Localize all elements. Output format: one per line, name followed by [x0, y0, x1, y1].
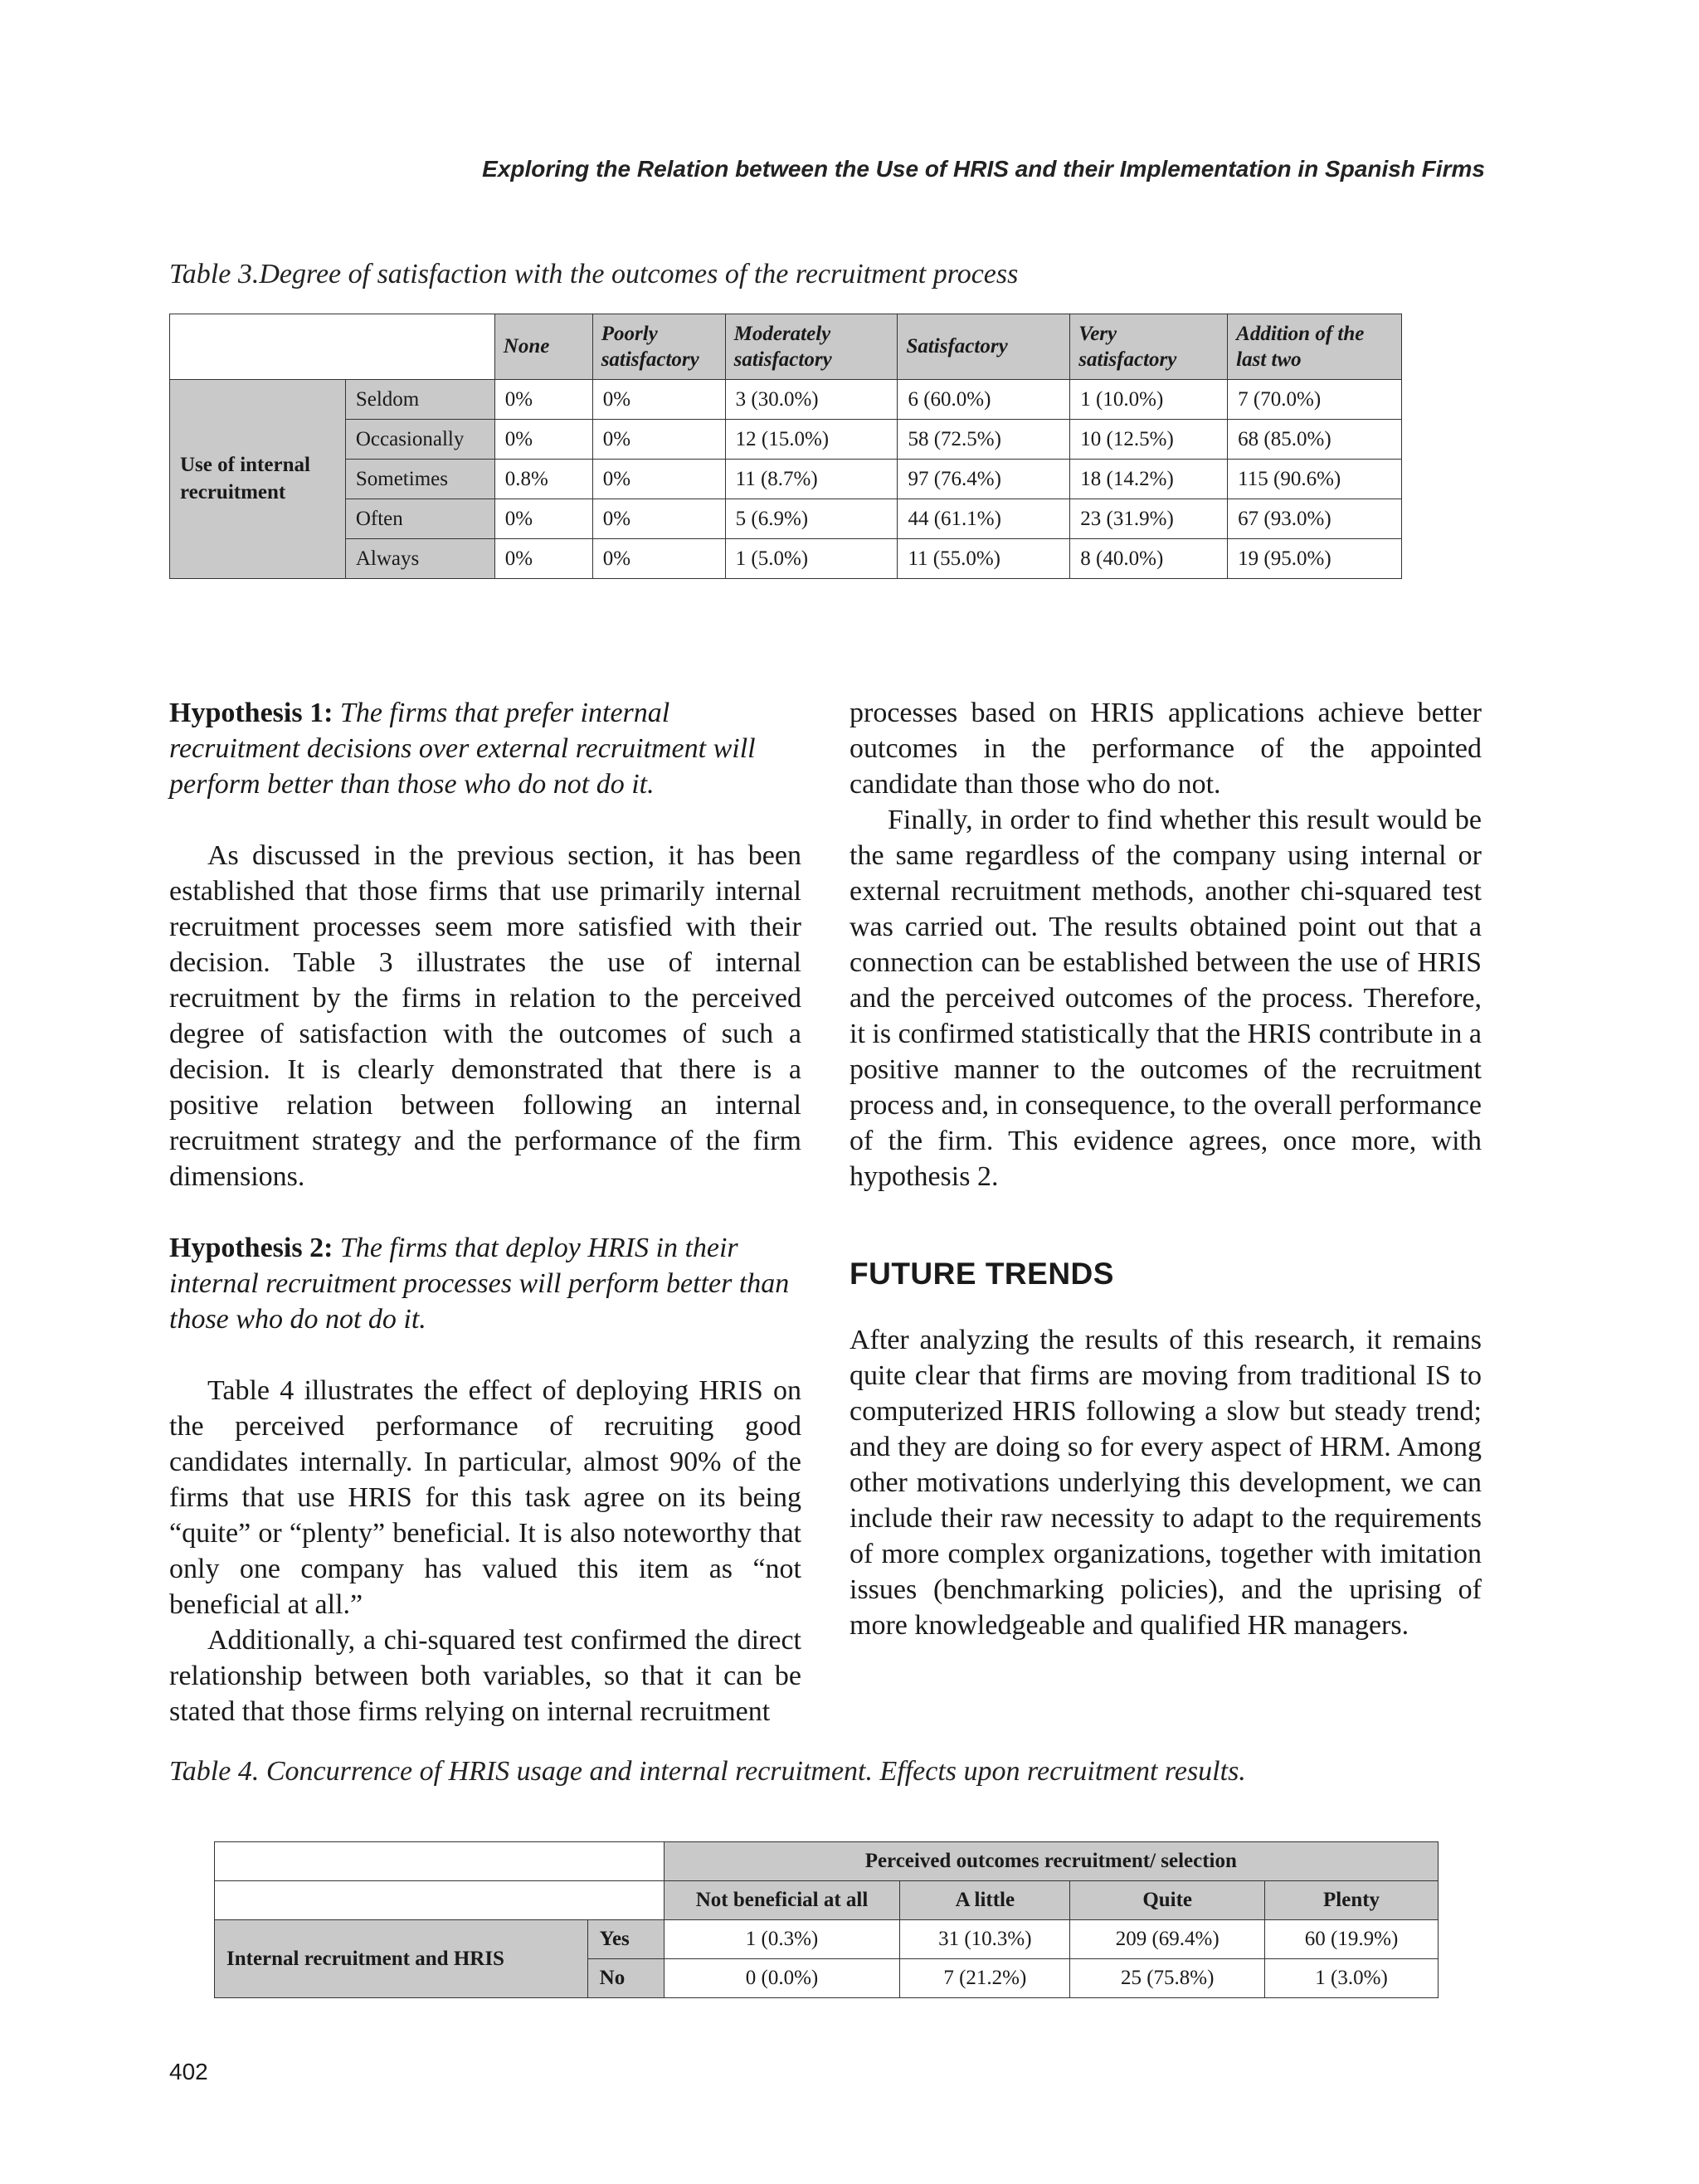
table4-corner	[215, 1881, 665, 1920]
table4-caption: Table 4. Concurrence of HRIS usage and internal recruitment. Effects upon recruitment results.	[169, 1756, 1246, 1787]
hypothesis-2-label: Hypothesis 2:	[169, 1233, 333, 1263]
table4-header: A little	[900, 1881, 1070, 1920]
table-cell: 11 (55.0%)	[898, 539, 1070, 579]
table-cell: 1 (10.0%)	[1070, 380, 1228, 420]
table-cell: 0%	[592, 499, 725, 539]
table-cell: 67 (93.0%)	[1228, 499, 1402, 539]
table3-row-label: Always	[345, 539, 494, 579]
table-row	[170, 460, 1402, 499]
table-cell: 0.8%	[494, 460, 592, 499]
hypothesis-1-text: The firms that prefer internal recruitment decisions over external recruitment will perform better than those who do not do it.	[169, 698, 756, 800]
table-cell: 60 (19.9%)	[1265, 1920, 1439, 1959]
table-cell: 19 (95.0%)	[1228, 539, 1402, 579]
table-cell: 11 (8.7%)	[725, 460, 898, 499]
table-cell: 5 (6.9%)	[725, 499, 898, 539]
table4-group-header-row	[215, 1842, 1439, 1881]
table3-caption: Table 3.Degree of satisfaction with the outcomes of the recruitment process	[169, 259, 1019, 289]
table-row	[170, 499, 1402, 539]
table-cell: 44 (61.1%)	[898, 499, 1070, 539]
table3-row-label: Seldom	[345, 380, 494, 420]
table-row	[170, 539, 1402, 579]
table-cell: 10 (12.5%)	[1070, 420, 1228, 460]
table-cell: 115 (90.6%)	[1228, 460, 1402, 499]
table-cell: 68 (85.0%)	[1228, 420, 1402, 460]
table-cell: 0%	[592, 380, 725, 420]
table4-row-label: No	[587, 1959, 664, 1998]
table4-corner	[215, 1842, 665, 1881]
hypothesis-1	[169, 695, 801, 802]
table-cell: 8 (40.0%)	[1070, 539, 1228, 579]
table-cell: 25 (75.8%)	[1070, 1959, 1265, 1998]
table3-row-label: Occasionally	[345, 420, 494, 460]
table-cell: 6 (60.0%)	[898, 380, 1070, 420]
table3-header: Addition of the last two	[1228, 314, 1402, 380]
table-cell: 0%	[592, 460, 725, 499]
table-cell: 0%	[494, 420, 592, 460]
paragraph: Additionally, a chi-squared test confirmed the direct relationship between both variables, so that it can be stated that those firms relying on internal recruitment	[169, 1625, 801, 1727]
table3-row-label: Sometimes	[345, 460, 494, 499]
table-row	[215, 1920, 1439, 1959]
table-cell: 58 (72.5%)	[898, 420, 1070, 460]
table-cell: 23 (31.9%)	[1070, 499, 1228, 539]
table3	[169, 314, 1402, 579]
table3-header-row	[170, 314, 1402, 380]
table-cell: 3 (30.0%)	[725, 380, 898, 420]
table4	[214, 1841, 1439, 1998]
table3-header: Satisfactory	[898, 314, 1070, 380]
table3-header: Poorly satisfactory	[592, 314, 725, 380]
table4-header: Not beneficial at all	[664, 1881, 900, 1920]
table3-row-label: Often	[345, 499, 494, 539]
table-cell: 1 (5.0%)	[725, 539, 898, 579]
table3-row-group: Use of internal recruitment	[170, 380, 346, 579]
paragraph: As discussed in the previous section, it has been established that those firms that use primarily internal recruitment processes seem more satisfied with their decision. Table 3 illustrates the use of internal recruitment by the firms in relation to the perceived degree of satisfaction with the outcomes of such a decision. It is clearly demonstrated that there is a positive relation between following an internal recruitment strategy and the performance of the firm dimensions.	[169, 840, 801, 1192]
page-number: 402	[169, 2059, 208, 2084]
table4-row-group: Internal recruitment and HRIS	[215, 1920, 588, 1998]
hypothesis-2-text: The firms that deploy HRIS in their internal recruitment processes will perform better than those who do not do it.	[169, 1233, 790, 1335]
paragraph: Finally, in order to find whether this result would be the same regardless of the company using internal or external recruitment methods, another chi-squared test was carried out. The results obtained point out that a connection can be established between the use of HRIS and the perceived outcomes of the process. Therefore, it is confirmed statistically that the HRIS contribute in a positive manner to the outcomes of the recruitment process and, in consequence, to the overall performance of the firm. This evidence agrees, once more, with hypothesis 2.	[850, 805, 1482, 1192]
table-cell: 0%	[494, 539, 592, 579]
table-cell: 18 (14.2%)	[1070, 460, 1228, 499]
table-row	[170, 380, 1402, 420]
table-cell: 209 (69.4%)	[1070, 1920, 1265, 1959]
table-cell: 1 (3.0%)	[1265, 1959, 1439, 1998]
table-cell: 0%	[494, 499, 592, 539]
table3-header: Very satisfactory	[1070, 314, 1228, 380]
table3-header: None	[494, 314, 592, 380]
table4-header-row	[215, 1881, 1439, 1920]
table4-row-label: Yes	[587, 1920, 664, 1959]
hypothesis-2	[169, 1230, 801, 1337]
paragraph: processes based on HRIS applications achieve better outcomes in the performance of the appointed candidate than those who do not.	[850, 698, 1482, 800]
table-cell: 0 (0.0%)	[664, 1959, 900, 1998]
section-heading: FUTURE TRENDS	[850, 1257, 1114, 1291]
left-column	[169, 695, 801, 1729]
table3-corner	[170, 314, 495, 380]
table-cell: 0%	[494, 380, 592, 420]
table-cell: 7 (21.2%)	[900, 1959, 1070, 1998]
right-column	[850, 695, 1482, 1643]
table3-header: Moderately satisfactory	[725, 314, 898, 380]
hypothesis-1-label: Hypothesis 1:	[169, 698, 333, 728]
table-cell: 0%	[592, 539, 725, 579]
paragraph: After analyzing the results of this research, it remains quite clear that firms are moving from traditional IS to computerized HRIS following a slow but steady trend; and they are doing so for every aspect of HRM. Among other motivations underlying this development, we can include their raw necessity to adapt to the requirements of more complex organizations, together with imitation issues (benchmarking policies), and the uprising of more knowledgeable and qualified HR managers.	[850, 1325, 1482, 1641]
table4-header: Quite	[1070, 1881, 1265, 1920]
table-cell: 31 (10.3%)	[900, 1920, 1070, 1959]
table-cell: 0%	[592, 420, 725, 460]
table-row	[170, 420, 1402, 460]
table-cell: 97 (76.4%)	[898, 460, 1070, 499]
table4-header: Plenty	[1265, 1881, 1439, 1920]
table-cell: 7 (70.0%)	[1228, 380, 1402, 420]
table-cell: 12 (15.0%)	[725, 420, 898, 460]
table-cell: 1 (0.3%)	[664, 1920, 900, 1959]
paragraph: Table 4 illustrates the effect of deploying HRIS on the perceived performance of recruiting good candidates internally. In particular, almost 90% of the firms that use HRIS for this task agree on its being “quite” or “plenty” beneficial. It is also noteworthy that only one company has valued this item as “not beneficial at all.”	[169, 1375, 801, 1620]
running-head: Exploring the Relation between the Use of HRIS and their Implementation in Spanish Firms	[482, 156, 1485, 182]
table4-group-header: Perceived outcomes recruitment/ selection	[664, 1842, 1438, 1881]
